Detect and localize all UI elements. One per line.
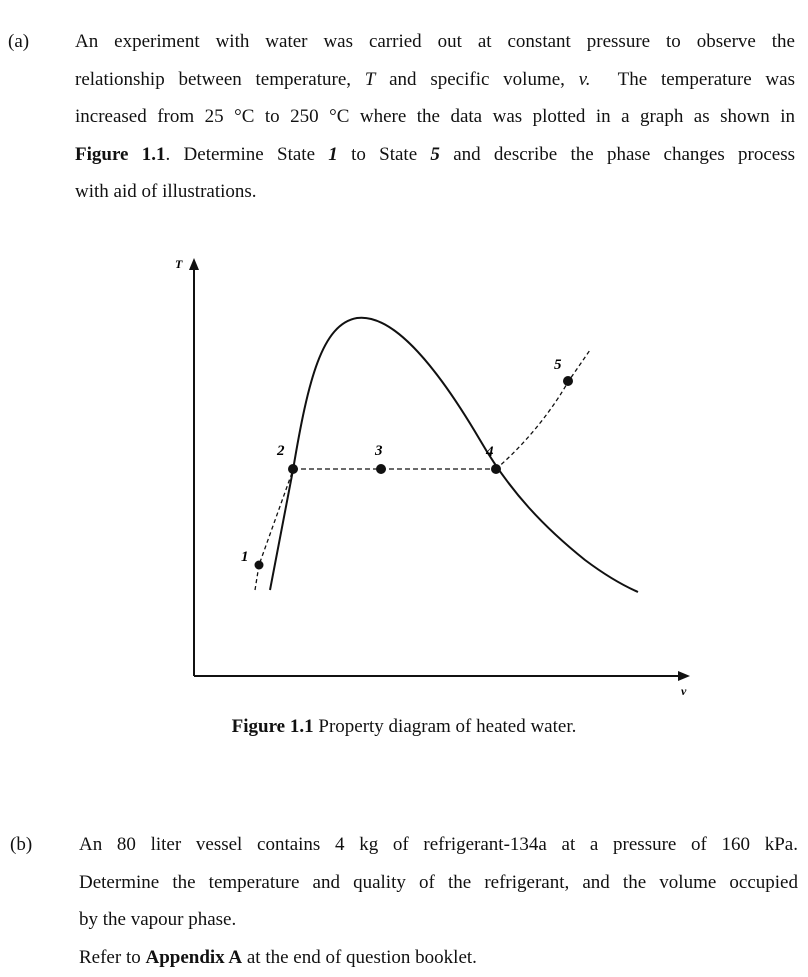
state-4-label: 4 xyxy=(486,444,494,460)
constant-pressure-line-superheated xyxy=(496,350,590,469)
y-axis-arrow xyxy=(189,258,199,270)
state-5-point xyxy=(563,376,573,386)
state-4-point xyxy=(491,464,501,474)
temperature-symbol: T xyxy=(364,68,376,90)
question-a-line-5: with aid of illustrations. xyxy=(75,181,257,202)
specific-volume-symbol: v. xyxy=(578,68,591,90)
question-a-label: (a) xyxy=(8,31,30,52)
x-axis-arrow xyxy=(678,671,690,681)
t-v-property-diagram xyxy=(160,240,720,710)
figure-caption-text: Property diagram of heated water. xyxy=(313,716,577,737)
figure-caption-number: Figure 1.1 xyxy=(231,716,314,737)
question-b-line-4: Refer to Appendix A at the end of question booklet. xyxy=(79,946,477,968)
question-b-line-1: An 80 liter vessel contains 4 kg of refrigerant-134a at a pressure of 160 kPa. xyxy=(79,834,798,855)
question-a-line-1: An experiment with water was carried out at constant pressure to observe the xyxy=(75,31,795,52)
question-a-line-3: increased from 25 °C to 250 °C where the data was plotted in a graph as shown in xyxy=(75,106,795,127)
state-2-label: 2 xyxy=(277,443,285,459)
question-b-label: (b) xyxy=(10,834,33,855)
state-3-point xyxy=(376,464,386,474)
question-a-line-4: Figure 1.1. Determine State 1 to State 5 and describe the phase changes process xyxy=(75,143,795,165)
appendix-reference: Appendix A xyxy=(145,946,243,968)
x-axis-label: v xyxy=(681,684,687,698)
figure-caption xyxy=(0,716,808,738)
y-axis-label: T xyxy=(175,257,183,271)
state-5-reference: 5 xyxy=(430,143,440,165)
question-b-text xyxy=(79,826,798,976)
state-1-point xyxy=(255,561,264,570)
state-1-label: 1 xyxy=(241,549,249,565)
question-a-text xyxy=(75,23,795,211)
state-5-label: 5 xyxy=(554,357,562,373)
state-3-label: 3 xyxy=(375,443,383,459)
saturation-dome-curve xyxy=(270,318,638,592)
figure-reference: Figure 1.1 xyxy=(75,143,166,165)
question-b-line-3: by the vapour phase. xyxy=(79,909,237,930)
state-1-reference: 1 xyxy=(328,143,338,165)
question-a-line-2: relationship between temperature, T and specific volume, v. The temperature was xyxy=(75,68,795,90)
state-2-point xyxy=(288,464,298,474)
question-b-line-2: Determine the temperature and quality of the refrigerant, and the volume occupied xyxy=(79,871,798,893)
